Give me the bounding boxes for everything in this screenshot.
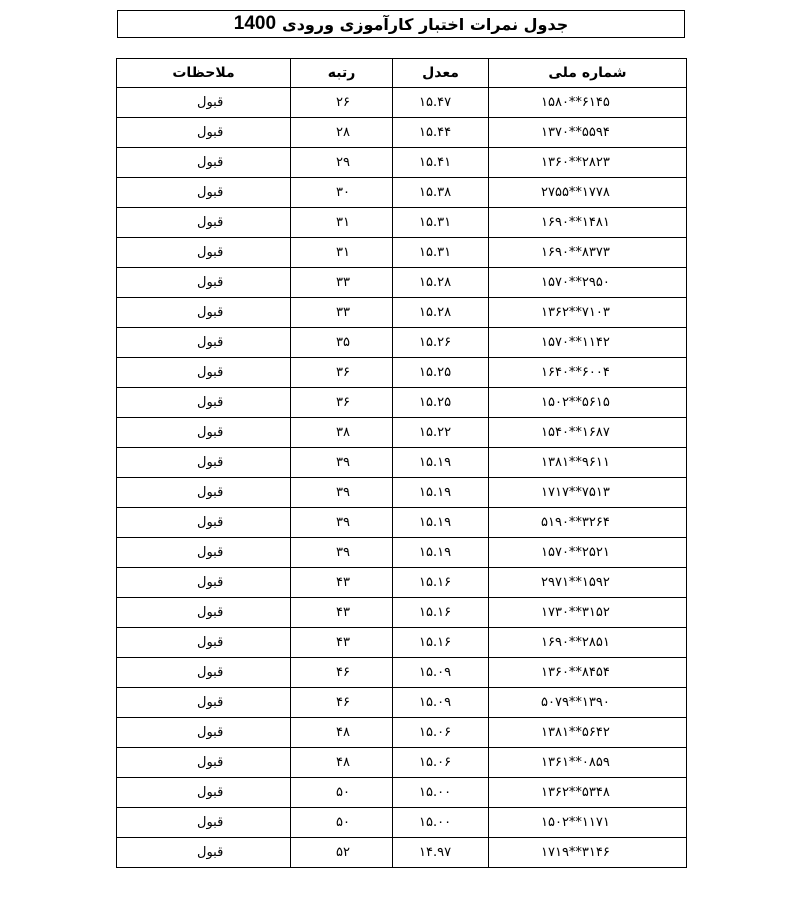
national-id-cell: ۵۰۷۹**۱۳۹۰ xyxy=(489,688,687,718)
national-id-cell: ۱۵۷۰**۲۹۵۰ xyxy=(489,268,687,298)
table-row xyxy=(117,328,687,358)
table-row xyxy=(117,208,687,238)
average-cell: ۱۵.۳۱ xyxy=(393,238,489,268)
notes-cell xyxy=(117,238,291,268)
national-id-cell: ۱۳۶۲**۷۱۰۳ xyxy=(489,298,687,328)
national-id-cell: ۱۶۹۰**۱۴۸۱ xyxy=(489,208,687,238)
table-row xyxy=(117,688,687,718)
rank-cell: ۳۱ xyxy=(291,238,393,268)
average-cell: ۱۵.۱۶ xyxy=(393,598,489,628)
header-rank: رتبه xyxy=(291,59,393,88)
rank-cell: ۳۸ xyxy=(291,418,393,448)
notes-cell xyxy=(117,718,291,748)
notes-cell xyxy=(117,298,291,328)
average-cell: ۱۵.۰۹ xyxy=(393,658,489,688)
notes-text: قبول xyxy=(197,95,224,110)
table-row xyxy=(117,178,687,208)
rank-cell: ۳۹ xyxy=(291,448,393,478)
national-id-cell: ۱۵۸۰**۶۱۴۵ xyxy=(489,88,687,118)
rank-cell: ۳۳ xyxy=(291,298,393,328)
rank-cell: ۲۸ xyxy=(291,118,393,148)
table-row xyxy=(117,148,687,178)
notes-cell xyxy=(117,88,291,118)
national-id-cell: ۲۹۷۱**۱۵۹۲ xyxy=(489,568,687,598)
notes-cell xyxy=(117,328,291,358)
rank-cell: ۳۹ xyxy=(291,538,393,568)
notes-text: قبول xyxy=(197,785,224,800)
average-cell: ۱۵.۰۶ xyxy=(393,748,489,778)
average-cell: ۱۵.۲۸ xyxy=(393,298,489,328)
table-body xyxy=(117,88,687,868)
notes-text: قبول xyxy=(197,275,224,290)
notes-text: قبول xyxy=(197,335,224,350)
notes-cell xyxy=(117,568,291,598)
average-cell: ۱۵.۱۶ xyxy=(393,628,489,658)
rank-cell: ۳۳ xyxy=(291,268,393,298)
title-year: 1400 xyxy=(233,13,277,34)
national-id-cell: ۱۶۹۰**۲۸۵۱ xyxy=(489,628,687,658)
national-id-cell: ۱۷۱۷**۷۵۱۳ xyxy=(489,478,687,508)
notes-text: قبول xyxy=(197,485,224,500)
average-cell: ۱۵.۲۵ xyxy=(393,358,489,388)
rank-cell: ۴۳ xyxy=(291,598,393,628)
rank-cell: ۵۰ xyxy=(291,808,393,838)
average-cell: ۱۵.۲۶ xyxy=(393,328,489,358)
national-id-cell: ۱۷۳۰**۳۱۵۲ xyxy=(489,598,687,628)
rank-cell: ۳۰ xyxy=(291,178,393,208)
table-row xyxy=(117,118,687,148)
table-row xyxy=(117,298,687,328)
national-id-cell: ۱۳۶۰**۸۴۵۴ xyxy=(489,658,687,688)
average-cell: ۱۵.۰۰ xyxy=(393,808,489,838)
notes-text: قبول xyxy=(197,215,224,230)
rank-cell: ۴۳ xyxy=(291,628,393,658)
notes-cell xyxy=(117,598,291,628)
rank-cell: ۲۶ xyxy=(291,88,393,118)
rank-cell: ۳۹ xyxy=(291,508,393,538)
national-id-cell: ۱۳۸۱**۵۶۴۲ xyxy=(489,718,687,748)
notes-text: قبول xyxy=(197,425,224,440)
average-cell: ۱۵.۰۹ xyxy=(393,688,489,718)
average-cell: ۱۴.۹۷ xyxy=(393,838,489,868)
notes-text: قبول xyxy=(197,725,224,740)
rank-cell: ۴۸ xyxy=(291,718,393,748)
table-row xyxy=(117,538,687,568)
notes-text: قبول xyxy=(197,395,224,410)
table-row xyxy=(117,598,687,628)
table-row xyxy=(117,478,687,508)
average-cell: ۱۵.۴۴ xyxy=(393,118,489,148)
notes-text: قبول xyxy=(197,365,224,380)
notes-text: قبول xyxy=(197,635,224,650)
rank-cell: ۳۱ xyxy=(291,208,393,238)
notes-cell xyxy=(117,508,291,538)
rank-cell: ۲۹ xyxy=(291,148,393,178)
table-row xyxy=(117,838,687,868)
rank-cell: ۴۳ xyxy=(291,568,393,598)
notes-cell xyxy=(117,208,291,238)
notes-text: قبول xyxy=(197,665,224,680)
table-row xyxy=(117,658,687,688)
rank-cell: ۴۶ xyxy=(291,658,393,688)
notes-cell xyxy=(117,538,291,568)
notes-cell xyxy=(117,658,291,688)
notes-text: قبول xyxy=(197,845,224,860)
rank-cell: ۳۶ xyxy=(291,388,393,418)
title-text: جدول نمرات اختبار کارآموزی ورودی xyxy=(282,14,569,34)
table-row xyxy=(117,268,687,298)
table-row xyxy=(117,388,687,418)
average-cell: ۱۵.۲۵ xyxy=(393,388,489,418)
national-id-cell: ۱۵۷۰**۱۱۴۲ xyxy=(489,328,687,358)
average-cell: ۱۵.۰۶ xyxy=(393,718,489,748)
notes-text: قبول xyxy=(197,605,224,620)
table-row xyxy=(117,508,687,538)
notes-text: قبول xyxy=(197,545,224,560)
national-id-cell: ۱۶۹۰**۸۳۷۳ xyxy=(489,238,687,268)
national-id-cell: ۱۵۰۲**۱۱۷۱ xyxy=(489,808,687,838)
national-id-cell: ۱۵۷۰**۲۵۲۱ xyxy=(489,538,687,568)
rank-cell: ۴۶ xyxy=(291,688,393,718)
notes-text: قبول xyxy=(197,245,224,260)
notes-text: قبول xyxy=(197,455,224,470)
national-id-cell: ۱۵۰۲**۵۶۱۵ xyxy=(489,388,687,418)
national-id-cell: ۱۳۶۰**۲۸۲۳ xyxy=(489,148,687,178)
rank-cell: ۵۲ xyxy=(291,838,393,868)
grades-table xyxy=(116,58,687,868)
notes-cell xyxy=(117,118,291,148)
notes-cell xyxy=(117,478,291,508)
notes-text: قبول xyxy=(197,125,224,140)
notes-cell xyxy=(117,778,291,808)
notes-text: قبول xyxy=(197,185,224,200)
table-row xyxy=(117,718,687,748)
notes-cell xyxy=(117,268,291,298)
average-cell: ۱۵.۳۸ xyxy=(393,178,489,208)
table-row xyxy=(117,628,687,658)
average-cell: ۱۵.۱۹ xyxy=(393,448,489,478)
rank-cell: ۳۹ xyxy=(291,478,393,508)
national-id-cell: ۱۶۴۰**۶۰۰۴ xyxy=(489,358,687,388)
table-row xyxy=(117,418,687,448)
rank-cell: ۳۵ xyxy=(291,328,393,358)
table-row xyxy=(117,568,687,598)
average-cell: ۱۵.۱۶ xyxy=(393,568,489,598)
national-id-cell: ۱۳۸۱**۹۶۱۱ xyxy=(489,448,687,478)
average-cell: ۱۵.۱۹ xyxy=(393,538,489,568)
notes-cell xyxy=(117,178,291,208)
national-id-cell: ۱۵۴۰**۱۶۸۷ xyxy=(489,418,687,448)
table-row xyxy=(117,808,687,838)
national-id-cell: ۱۳۶۲**۵۳۴۸ xyxy=(489,778,687,808)
notes-text: قبول xyxy=(197,575,224,590)
table-row xyxy=(117,358,687,388)
rank-cell: ۵۰ xyxy=(291,778,393,808)
notes-cell xyxy=(117,148,291,178)
average-cell: ۱۵.۲۸ xyxy=(393,268,489,298)
national-id-cell: ۱۳۷۰**۵۵۹۴ xyxy=(489,118,687,148)
table-row xyxy=(117,448,687,478)
notes-text: قبول xyxy=(197,515,224,530)
notes-cell xyxy=(117,418,291,448)
table-row xyxy=(117,238,687,268)
table-row xyxy=(117,778,687,808)
average-cell: ۱۵.۱۹ xyxy=(393,478,489,508)
average-cell: ۱۵.۳۱ xyxy=(393,208,489,238)
national-id-cell: ۵۱۹۰**۳۲۶۴ xyxy=(489,508,687,538)
notes-text: قبول xyxy=(197,155,224,170)
rank-cell: ۴۸ xyxy=(291,748,393,778)
average-cell: ۱۵.۰۰ xyxy=(393,778,489,808)
national-id-cell: ۱۳۶۱**۰۸۵۹ xyxy=(489,748,687,778)
average-cell: ۱۵.۴۷ xyxy=(393,88,489,118)
rank-cell: ۳۶ xyxy=(291,358,393,388)
national-id-cell: ۲۷۵۵**۱۷۷۸ xyxy=(489,178,687,208)
notes-text: قبول xyxy=(197,755,224,770)
notes-cell xyxy=(117,358,291,388)
table-row xyxy=(117,748,687,778)
notes-cell xyxy=(117,628,291,658)
table-header-row xyxy=(117,59,687,88)
header-average: معدل xyxy=(393,59,489,88)
notes-cell xyxy=(117,808,291,838)
table-row xyxy=(117,88,687,118)
page-title xyxy=(117,10,685,38)
notes-text: قبول xyxy=(197,305,224,320)
notes-cell xyxy=(117,388,291,418)
notes-cell xyxy=(117,838,291,868)
notes-text: قبول xyxy=(197,695,224,710)
national-id-cell: ۱۷۱۹**۳۱۴۶ xyxy=(489,838,687,868)
average-cell: ۱۵.۲۲ xyxy=(393,418,489,448)
notes-text: قبول xyxy=(197,815,224,830)
header-national-id: شماره ملی xyxy=(489,59,687,88)
notes-cell xyxy=(117,448,291,478)
header-notes: ملاحظات xyxy=(117,59,291,88)
notes-cell xyxy=(117,748,291,778)
notes-cell xyxy=(117,688,291,718)
average-cell: ۱۵.۱۹ xyxy=(393,508,489,538)
average-cell: ۱۵.۴۱ xyxy=(393,148,489,178)
